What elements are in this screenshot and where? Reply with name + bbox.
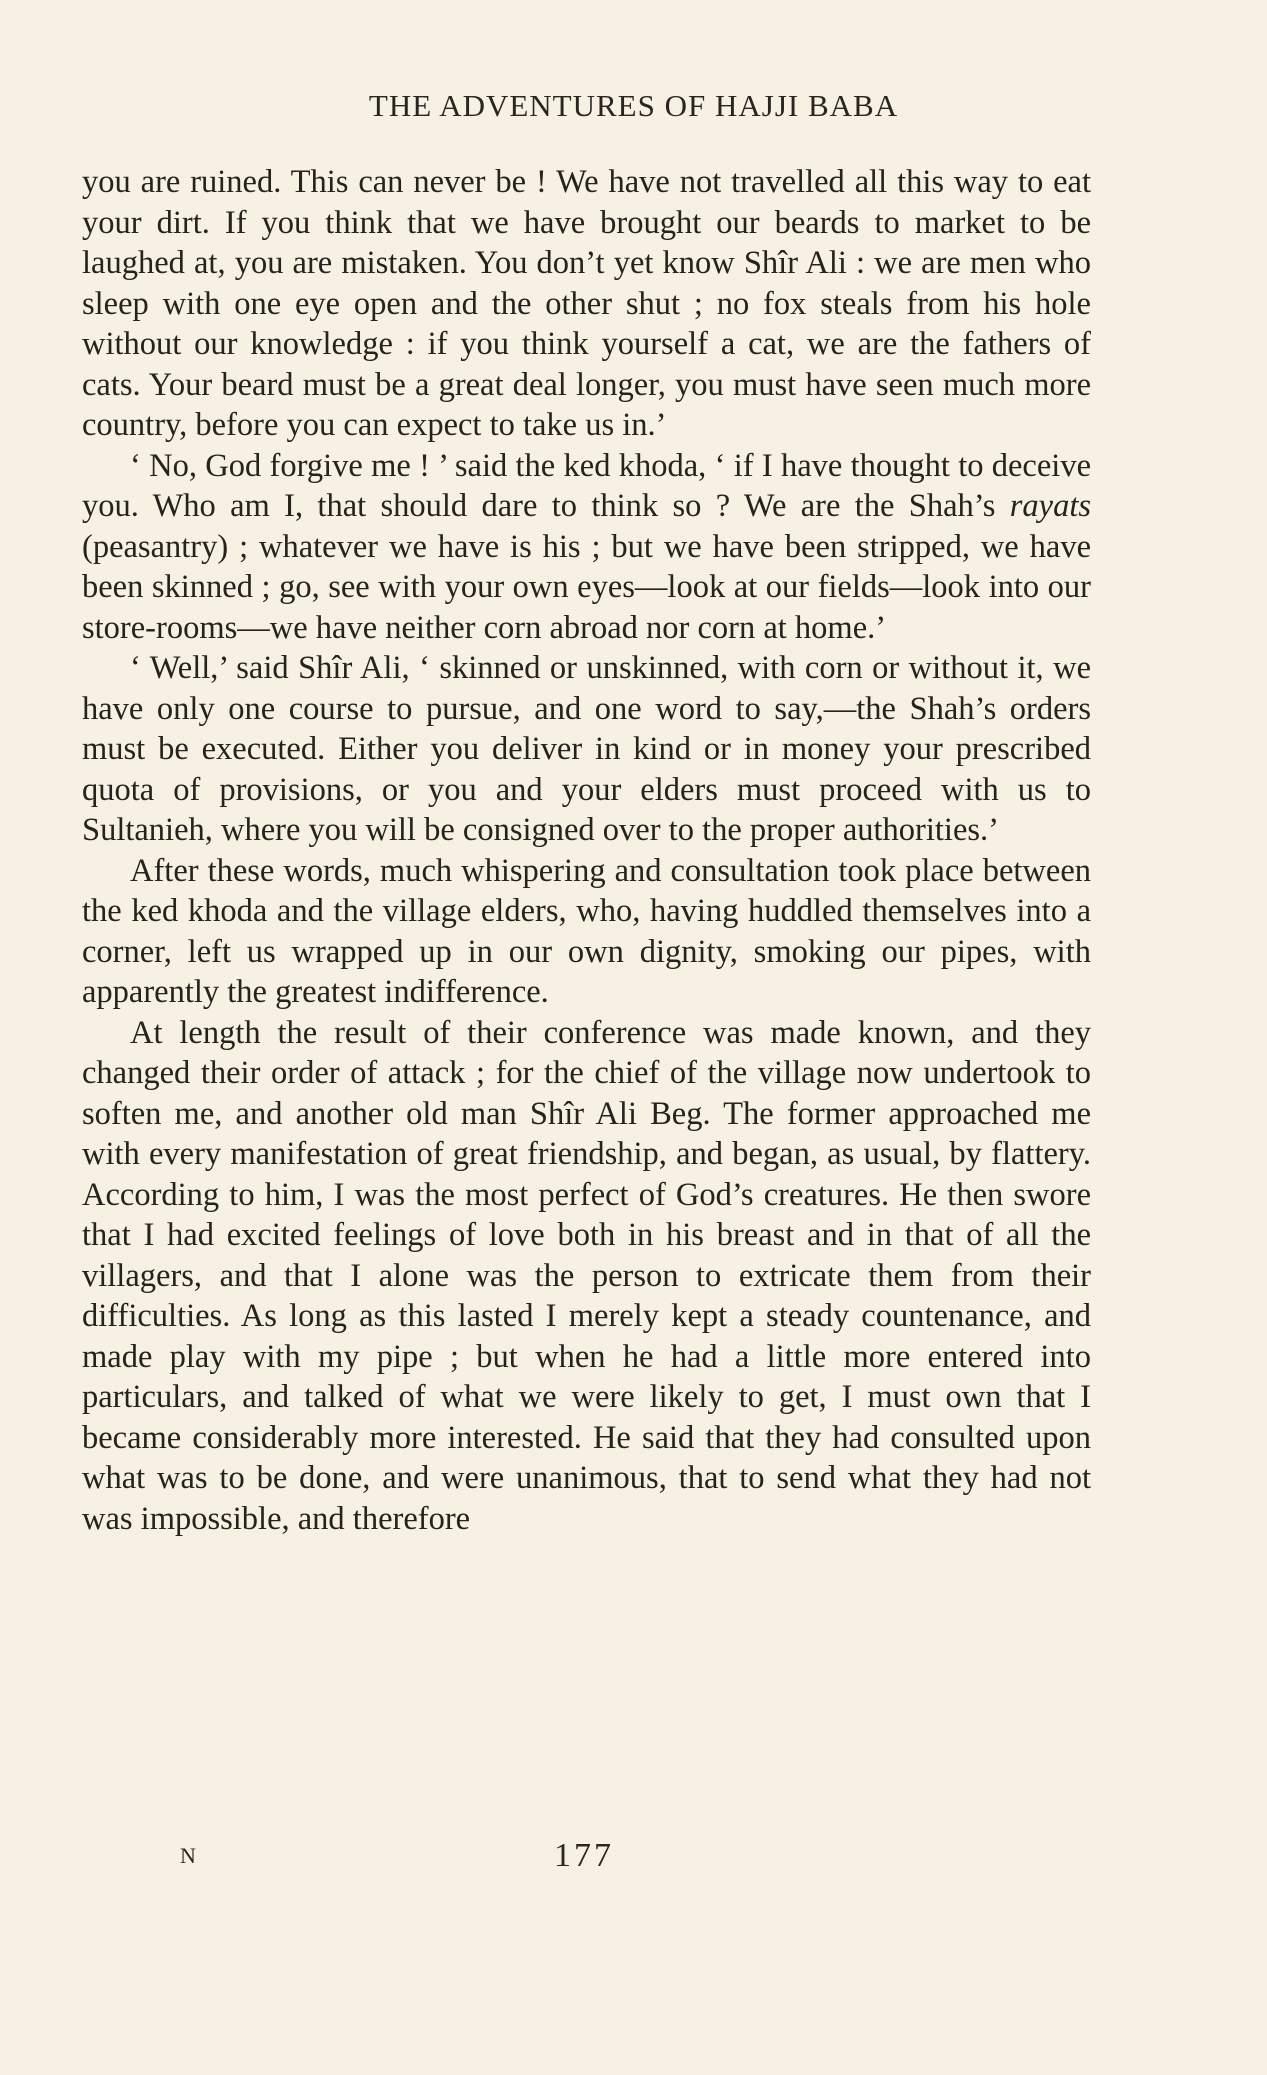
- paragraph-2-italic-term: rayats: [1009, 488, 1091, 524]
- paragraph-3-text: ‘ Well,’ said Shîr Ali, ‘ skinned or unskinned, with corn or without it, we have only one course to pursue, and one word to say,—the Shah’s orders must be executed. Either you deliver in kind or in money your prescribed quota of provisions, or you and your elders must proceed with us to Sultanieh, where you will be consigned over to the proper authorities.’: [82, 650, 1091, 848]
- signature-mark: N: [180, 1843, 196, 1868]
- paragraph-5-text: At length the result of their conference was made known, and they changed their order of attack ; for the chief of the village now undertook to soften me, and another old man Shîr Ali Beg. The former approached me with every manifestation of great friendship, and began, as usual, by flattery. According to him, I was the most perfect of God’s creatures. He then swore that I had excited feelings of love both in his breast and in that of all the villagers, and that I alone was the person to extricate them from their difficulties. As long as this lasted I merely kept a steady countenance, and made play with my pipe ; but when he had a little more entered into particulars, and talked of what we were likely to get, I must own that I became considerably more interested. He said that they had consulted upon what was to be done, and were unanimous, that to send what they had not was impossible, and therefore: [82, 1014, 1091, 1537]
- body-text: [82, 162, 1091, 1539]
- paragraph-4-text: After these words, much whispering and consultation took place between the ked khoda and the village elders, who, having huddled themselves into a corner, left us wrapped up in our own dignity, smoking our pipes, with apparently the greatest indifference.: [82, 852, 1091, 1010]
- paragraph-1-text: you are ruined. This can never be ! We have not travelled all this way to eat your dirt. If you think that we have brought our beards to market to be laughed at, you are mistaken. You don’t yet know Shîr Ali : we are men who sleep with one eye open and the other shut ; no fox steals from his hole without our knowledge : if you think yourself a cat, we are the fathers of cats. Your beard must be a great deal longer, you must have seen much more country, before you can expect to take us in.’: [82, 164, 1091, 443]
- paragraph-1: [82, 162, 1091, 446]
- paragraph-2-text-start: ‘ No, God forgive me ! ’ said the ked khoda, ‘ if I have thought to deceive you. Who am I, that should dare to think so ? We are the Shah’s: [82, 447, 1091, 524]
- paragraph-2-text-end: (peasantry) ; whatever we have is his ; but we have been stripped, we have been skinned ; go, see with your own eyes—look at our fields—look into our store-rooms—we have neither corn abroad nor corn at home.’: [82, 528, 1091, 646]
- page-number: 177: [554, 1837, 614, 1874]
- paragraph-5: [82, 1013, 1091, 1540]
- paragraph-3: [82, 648, 1091, 851]
- paragraph-2: [82, 446, 1091, 649]
- running-title: THE ADVENTURES OF HAJJI BABA: [368, 88, 899, 123]
- paragraph-4: [82, 851, 1091, 1013]
